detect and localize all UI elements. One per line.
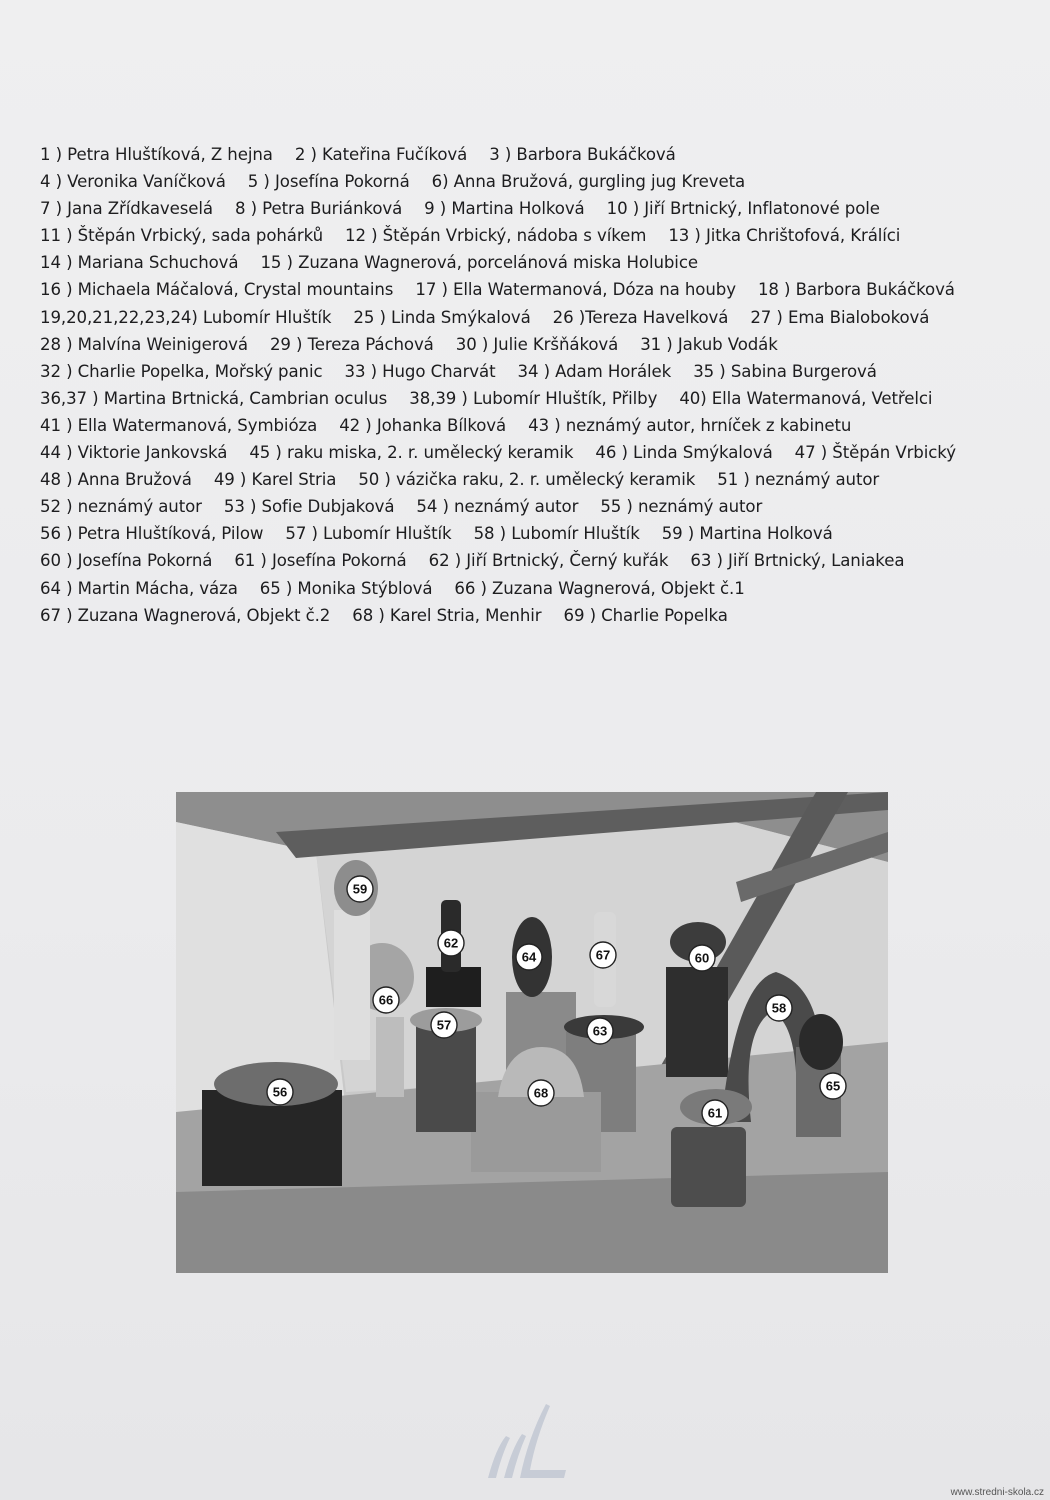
- svg-text:61: 61: [707, 1105, 723, 1121]
- credit-entry: 54 ) neznámý autor: [416, 497, 579, 517]
- credit-entry: 16 ) Michaela Máčalová, Crystal mountains: [40, 280, 394, 300]
- credit-line: [40, 358, 1040, 385]
- credit-entry: 11 ) Štěpán Vrbický, sada pohárků: [40, 226, 324, 246]
- credit-entry: 14 ) Mariana Schuchová: [40, 253, 239, 273]
- credit-line: [40, 520, 1040, 547]
- credit-entry: 2 ) Kateřina Fučíková: [294, 145, 468, 164]
- photo-marker: [347, 876, 373, 902]
- credit-entry: 30 ) Julie Kršňáková: [455, 334, 619, 354]
- credit-entry: 9 ) Martina Holková: [424, 199, 585, 219]
- svg-text:68: 68: [533, 1085, 549, 1101]
- credit-entry: 19,20,21,22,23,24) Lubomír Hluštík: [40, 307, 332, 327]
- svg-text:65: 65: [825, 1078, 841, 1094]
- credit-entry: 62 ) Jiří Brtnický, Černý kuřák: [428, 551, 669, 571]
- credit-entry: 27 ) Ema Bialoboková: [750, 307, 930, 327]
- credit-entry: 36,37 ) Martina Brtnická, Cambrian oculus: [40, 388, 388, 408]
- photo-marker: [373, 987, 399, 1013]
- credit-entry: 34 ) Adam Horálek: [517, 361, 672, 381]
- credit-entry: 7 ) Jana Zřídkaveselá: [40, 199, 213, 219]
- credit-entry: 58 ) Lubomír Hluštík: [473, 524, 640, 544]
- credit-entry: 48 ) Anna Bružová: [40, 470, 192, 490]
- credit-entry: 65 ) Monika Stýblová: [259, 578, 433, 598]
- credit-entry: 46 ) Linda Smýkalová: [595, 443, 773, 463]
- photo-marker: [689, 945, 715, 971]
- credit-entry: 33 ) Hugo Charvát: [344, 361, 496, 381]
- credit-entry: 42 ) Johanka Bílková: [339, 415, 507, 435]
- credit-entry: 52 ) neznámý autor: [40, 497, 202, 517]
- credit-entry: 50 ) vázička raku, 2. r. umělecký keramik: [358, 470, 696, 490]
- credit-line: [40, 385, 1040, 412]
- credit-entry: 53 ) Sofie Dubjaková: [223, 497, 395, 517]
- photo-marker: [587, 1018, 613, 1044]
- photo-marker: [590, 942, 616, 968]
- photo-marker: [438, 930, 464, 956]
- credit-line: [40, 439, 1040, 466]
- credit-entry: 56 ) Petra Hluštíková, Pilow: [40, 524, 264, 544]
- credit-entry: 18 ) Barbora Bukáčková: [757, 280, 955, 300]
- svg-text:63: 63: [592, 1023, 608, 1039]
- svg-text:56: 56: [272, 1084, 288, 1100]
- credit-entry: 57 ) Lubomír Hluštík: [285, 524, 452, 544]
- credit-entry: 49 ) Karel Stria: [213, 470, 337, 490]
- credit-entry: 40) Ella Watermanová, Vetřelci: [679, 388, 933, 408]
- credit-line: [40, 602, 1040, 629]
- credit-line: [40, 331, 1040, 358]
- photo-marker: [528, 1080, 554, 1106]
- photo-marker: [516, 944, 542, 970]
- svg-text:67: 67: [595, 947, 611, 963]
- credit-entry: 17 ) Ella Watermanová, Dóza na houby: [415, 280, 736, 300]
- photo-marker: [267, 1079, 293, 1105]
- watermark: www.stredni-skola.cz: [950, 1487, 1044, 1498]
- credit-entry: 1 ) Petra Hluštíková, Z hejna: [40, 145, 273, 164]
- credit-entry: 35 ) Sabina Burgerová: [693, 361, 877, 381]
- credit-line: [40, 412, 1040, 439]
- credit-entry: 41 ) Ella Watermanová, Symbióza: [40, 415, 318, 435]
- credit-entry: 28 ) Malvína Weinigerová: [40, 334, 248, 354]
- credit-entry: 26 )Tereza Havelková: [552, 307, 729, 327]
- credit-line: [40, 493, 1040, 520]
- svg-text:64: 64: [521, 949, 537, 965]
- credit-entry: 51 ) neznámý autor: [717, 470, 880, 490]
- credit-line: [40, 222, 1040, 249]
- svg-text:62: 62: [443, 935, 459, 951]
- exhibition-photo: [176, 792, 888, 1273]
- photo-marker: [766, 995, 792, 1021]
- credit-line: [40, 547, 1040, 574]
- credit-entry: 44 ) Viktorie Jankovská: [40, 443, 228, 463]
- credit-line: [40, 195, 1040, 222]
- svg-text:66: 66: [378, 992, 394, 1008]
- credit-entry: 13 ) Jitka Chrištofová, Králíci: [668, 226, 901, 246]
- credit-entry: 8 ) Petra Buriánková: [235, 199, 403, 219]
- credit-entry: 64 ) Martin Mácha, váza: [40, 578, 238, 598]
- credit-entry: 60 ) Josefína Pokorná: [40, 551, 213, 571]
- credit-line: [40, 141, 1040, 168]
- svg-text:59: 59: [352, 881, 368, 897]
- credit-entry: 63 ) Jiří Brtnický, Laniakea: [690, 551, 905, 571]
- credit-line: [40, 168, 1040, 195]
- credit-entry: 29 ) Tereza Páchová: [269, 334, 434, 354]
- credits-list: [40, 141, 1040, 629]
- svg-text:60: 60: [694, 950, 710, 966]
- credit-line: [40, 575, 1040, 602]
- credit-entry: 43 ) neznámý autor, hrníček z kabinetu: [528, 415, 852, 435]
- credit-entry: 61 ) Josefína Pokorná: [234, 551, 407, 571]
- credit-entry: 3 ) Barbora Bukáčková: [489, 145, 676, 164]
- photo-marker: [431, 1012, 457, 1038]
- credit-entry: 15 ) Zuzana Wagnerová, porcelánová miska Holubice: [260, 253, 698, 273]
- credit-line: [40, 466, 1040, 493]
- credit-entry: 10 ) Jiří Brtnický, Inflatonové pole: [606, 199, 880, 219]
- credit-line: [40, 249, 1040, 276]
- credit-entry: 68 ) Karel Stria, Menhir: [352, 605, 542, 625]
- photo-marker: [820, 1073, 846, 1099]
- credit-entry: 47 ) Štěpán Vrbický: [794, 443, 956, 463]
- credit-entry: 67 ) Zuzana Wagnerová, Objekt č.2: [40, 605, 331, 625]
- credit-entry: 38,39 ) Lubomír Hluštík, Přilby: [409, 388, 658, 408]
- credit-entry: 32 ) Charlie Popelka, Mořský panic: [40, 361, 323, 381]
- school-logo: [476, 1398, 568, 1484]
- credit-entry: 4 ) Veronika Vaníčková: [40, 172, 226, 192]
- credit-entry: 69 ) Charlie Popelka: [563, 605, 728, 625]
- svg-text:58: 58: [771, 1000, 787, 1016]
- credit-entry: 6) Anna Bružová, gurgling jug Kreveta: [431, 172, 746, 192]
- credit-line: [40, 276, 1040, 303]
- credit-entry: 59 ) Martina Holková: [661, 524, 833, 544]
- credit-line: [40, 304, 1040, 331]
- credit-entry: 25 ) Linda Smýkalová: [353, 307, 531, 327]
- credit-entry: 66 ) Zuzana Wagnerová, Objekt č.1: [454, 578, 745, 598]
- credit-entry: 45 ) raku miska, 2. r. umělecký keramik: [249, 443, 574, 463]
- svg-text:57: 57: [436, 1017, 452, 1033]
- photo-marker: [702, 1100, 728, 1126]
- credit-entry: 12 ) Štěpán Vrbický, nádoba s víkem: [345, 226, 647, 246]
- credit-entry: 55 ) neznámý autor: [600, 497, 763, 517]
- credit-entry: 5 ) Josefína Pokorná: [247, 172, 410, 192]
- credit-entry: 31 ) Jakub Vodák: [640, 334, 778, 354]
